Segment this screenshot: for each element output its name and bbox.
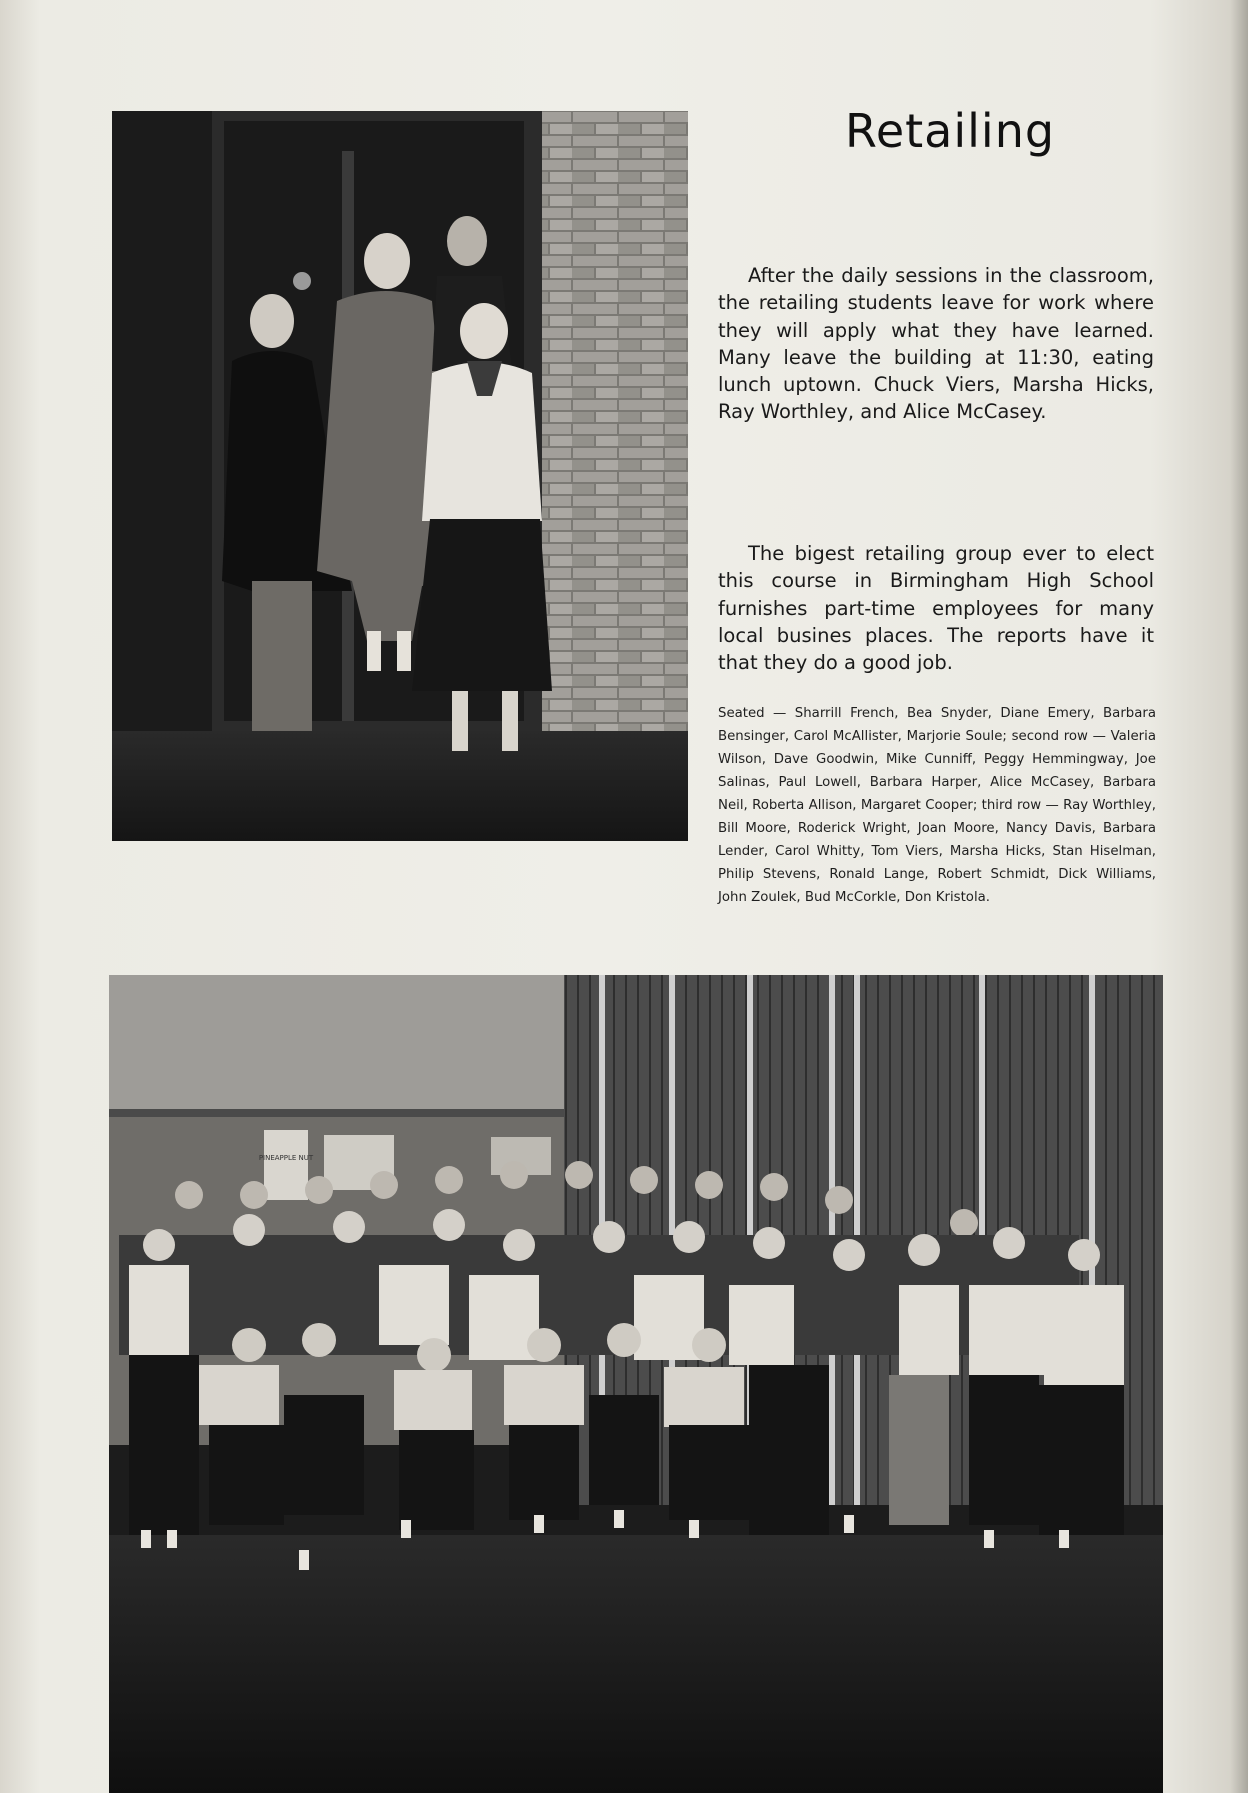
page-title: Retailing	[844, 104, 1056, 158]
group-photo	[109, 975, 1163, 1793]
doorway-photo-image	[112, 111, 688, 841]
poster-text: PINEAPPLE NUT	[258, 1154, 314, 1162]
group-photo-caption: Seated — Sharrill French, Bea Snyder, Diane Emery, Barbara Bensinger, Carol McAllister, Marjorie Soule; second row — Valeria Wilson, Dave Goodwin, Mike Cunniff, Peggy Hemmingway, Joe Salinas, Paul Lowell, Barbara Harper, Alice McCasey, Barbara Neil, Roberta Allison, Margaret Cooper; third row — Ray Worthley, Bill Moore, Roderick Wright, Joan Moore, Nancy Davis, Barbara Lender, Carol Whitty, Tom Viers, Marsha Hicks, Stan Hiselman, Philip Stevens, Ronald Lange, Robert Schmidt, Dick Williams, John Zoulek, Bud McCorkle, Don Kristola.	[718, 706, 1156, 905]
group-paragraph: The bigest retailing group ever to elect this course in Birmingham High School furnishes part-time employees for many local busines places. The reports have it that they do a good job.	[718, 542, 1154, 675]
intro-paragraph: After the daily sessions in the classroom, the retailing students leave for work where they will apply what they have learned. Many leave the building at 11:30, eating lunch uptown. Chuck Viers, Marsha Hicks, Ray Worthley, and Alice McCasey.	[718, 264, 1154, 424]
group-photo-image	[109, 975, 1163, 1793]
doorway-photo	[112, 111, 688, 841]
